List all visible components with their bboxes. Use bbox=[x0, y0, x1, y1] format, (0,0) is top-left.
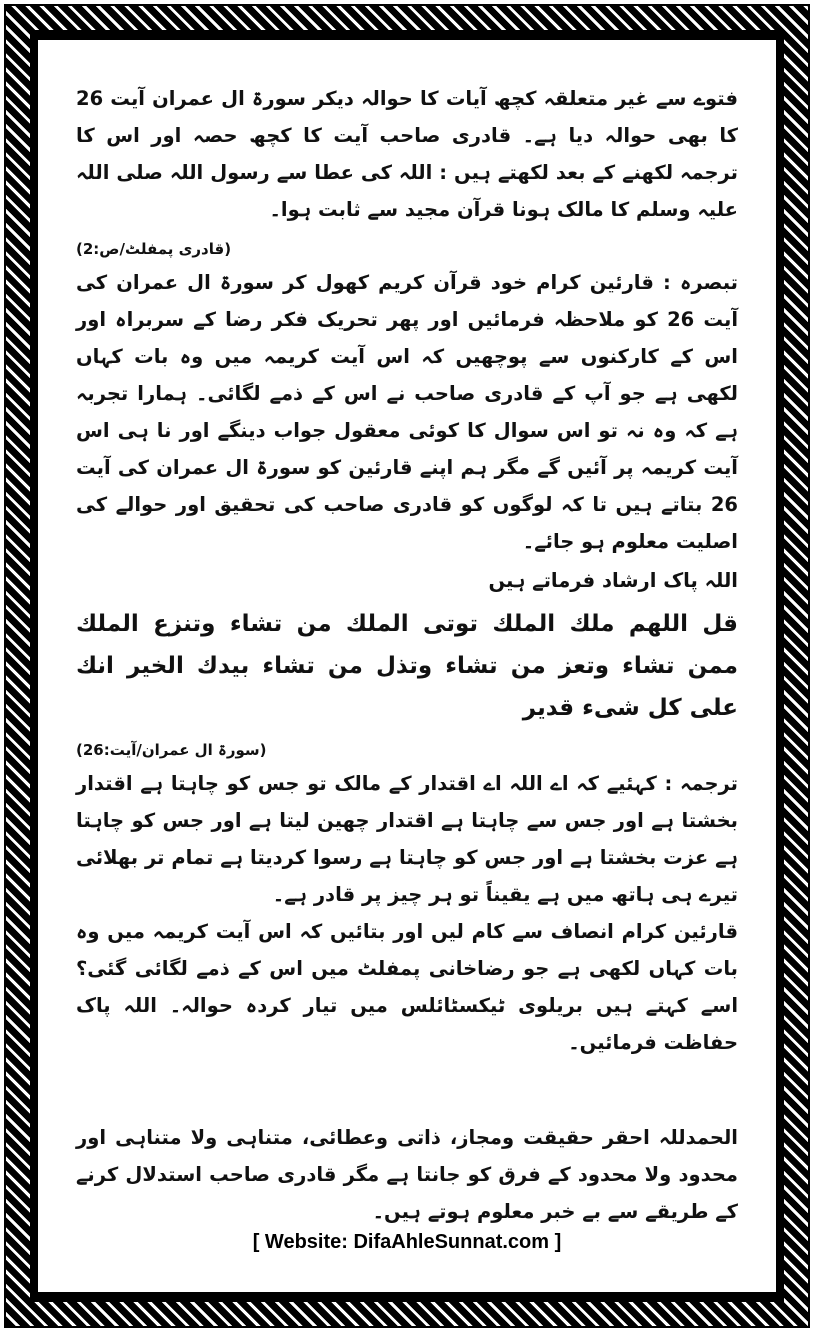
website-footer: [ Website: DifaAhleSunnat.com ] bbox=[252, 1231, 562, 1253]
arabic-verse: قل اللهم ملك الملك توتى الملك من تشاء وتنزع الملك ممن تشاء وتعز من تشاء وتذل من تشاء بيدك الخير انك على كل شىء قدير bbox=[76, 611, 738, 721]
reference-pamphlet: (قادری پمفلٹ/ص:2) bbox=[76, 240, 232, 258]
paragraph-allah-says: اللہ پاک ارشاد فرماتے ہیں bbox=[488, 569, 738, 592]
paragraph-conclusion: الحمدللہ احقر حقیقت ومجاز، ذاتی وعطائی، متناہی ولا متناہی اور محدود ولا محدود کے فرق کو جانتا ہے مگر قادری صاحب استدلال کرنے کے طریقے سے بے خبر معلوم ہوتے ہیں۔ bbox=[76, 1126, 738, 1223]
paragraph-commentary: تبصرہ : قارئین کرام خود قرآن کریم کھول کر سورۃ ال عمران کی آیت 26 کو ملاحظہ فرمائیں اور پھر تحریک فکر رضا کے سربراہ اور اس کے کارکنوں سے پوچھیں کہ اس آیت کریمہ میں وہ بات کہاں لکھی ہے جو آپ کے قادری صاحب نے اس کے ذمے لگائی۔ ہمارا تجربہ ہے کہ وہ نہ تو اس سوال کا کوئی معقول جواب دینگے اور نا ہی اس آیت کریمہ پر آئیں گے مگر ہم اپنے قارئین کو سورۃ ال عمران کی آیت 26 بتاتے ہیں تا کہ لوگوں کو قادری صاحب کی تحقیق اور حوالے کی اصلیت معلوم ہو جائے۔ bbox=[76, 271, 739, 553]
spacer bbox=[76, 1061, 738, 1119]
reference-surah: (سورۃ ال عمران/آیت:26) bbox=[76, 741, 267, 759]
paragraph-translation: ترجمہ : کہئیے کہ اے اللہ اے اقتدار کے مالک تو جس کو چاہتا ہے اقتدار بخشتا ہے اور جس سے چاہتا ہے اقتدار چھین لیتا ہے اور جس کو چاہتا ہے عزت بخشتا ہے اور جس کو چاہتا ہے رسوا کردیتا ہے تمام تر بھلائی تیرے ہی ہاتھ میں ہے یقیناً تو ہر چیز پر قادر ہے۔ bbox=[76, 772, 738, 906]
page-content bbox=[38, 40, 776, 1292]
paragraph-intro: فتوے سے غیر متعلقہ کچھ آیات کا حوالہ دیکر سورۃ ال عمران آیت 26 کا بھی حوالہ دیا ہے۔ قادری صاحب آیت کا کچھ حصہ اور اس کا ترجمہ لکھنے کے بعد لکھتے ہیں : اللہ کی عطا سے رسول اللہ صلی اللہ علیہ وسلم کا مالک ہونا قرآن مجید سے ثابت ہوا۔ bbox=[76, 87, 738, 221]
paragraph-readers: قارئین کرام انصاف سے کام لیں اور بتائیں کہ اس آیت کریمہ میں وہ بات کہاں لکھی ہے جو رضاخانی پمفلٹ میں اس کے ذمے لگائی گئی؟ اسے کہتے ہیں بریلوی ٹیکسٹائلس میں تیار کردہ حوالہ۔ اللہ پاک حفاظت فرمائیں۔ bbox=[76, 920, 738, 1054]
